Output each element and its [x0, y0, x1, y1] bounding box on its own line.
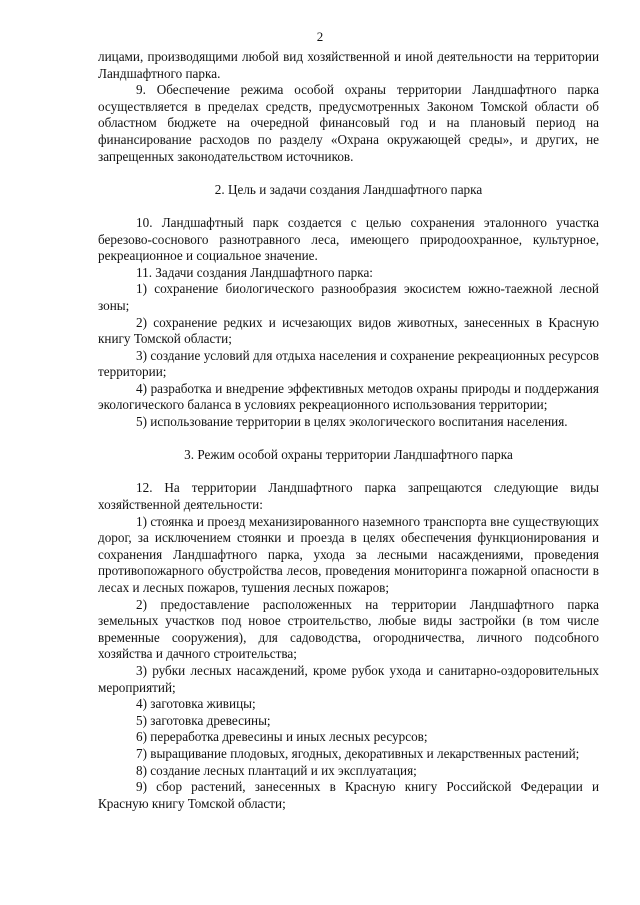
prohibition-item-7: 7) выращивание плодовых, ягодных, декоративных и лекарственных растений;: [136, 745, 580, 761]
prohibition-item-3: 3) рубки лесных насаждений, кроме рубок ухода и санитарно-оздоровительных мероприятий;: [98, 662, 599, 695]
prohibition-item-5: 5) заготовка древесины;: [136, 712, 271, 728]
prohibition-item-6: 6) переработка древесины и иных лесных ресурсов;: [136, 729, 428, 745]
task-item-1: 1) сохранение биологического разнообразия экосистем южно-таежной лесной зоны;: [98, 281, 599, 313]
prohibition-item-1: 1) стоянка и проезд механизированного наземного транспорта вне существующих дорог, за исключением стоянки и проезда в целях обеспечения функционирования и сохранения Ландшафтного парка, ухода за лесными насаждениями, проведения противопожарного обустройства лесов, проведения мониторинга пожарной опасности в лесах и лесных пожаров, тушения лесных пожаров;: [98, 513, 599, 595]
task-item-4: 4) разработка и внедрение эффективных методов охраны природы и поддержания экологического баланса в условиях рекреационного использования территории;: [98, 380, 599, 413]
paragraph-12: 12. На территории Ландшафтного парка запрещаются следующие виды хозяйственной деятельности:: [98, 480, 599, 513]
prohibition-item-9: 9) сбор растений, занесенных в Красную книгу Российской Федерации и Красную книгу Томской области;: [98, 779, 599, 811]
paragraph-continuation: лицами, производящими любой вид хозяйственной и иной деятельности на территории Ландшафтного парка.: [98, 49, 599, 81]
spacer: [98, 165, 599, 182]
spacer: [98, 464, 599, 481]
document-body: [98, 49, 599, 812]
paragraph-10: 10. Ландшафтный парк создается с целью сохранения эталонного участка березово-соснового разнотравного леса, имеющего природоохранное, культурное, рекреационное и социальное значение.: [98, 214, 599, 264]
spacer: [98, 431, 599, 448]
prohibition-item-4: 4) заготовка живицы;: [136, 696, 256, 712]
task-item-5: 5) использование территории в целях экологического воспитания населения.: [136, 414, 568, 430]
spacer: [98, 198, 599, 215]
prohibition-item-2: 2) предоставление расположенных на территории Ландшафтного парка земельных участков под новое строительство, любые виды застройки (в том числе временные сооружения), для садоводства, огородничества, личного подсобного хозяйства и дачного строительства;: [98, 596, 599, 662]
page-number: 2: [316, 29, 324, 44]
paragraph-9: 9. Обеспечение режима особой охраны территории Ландшафтного парка осуществляется в пределах средств, предусмотренных Законом Томской области об областном бюджете на очередной финансовый год и на плановый период на финансирование расходов по разделу «Охрана окружающей среды», и других, не запрещенных законодательством источников.: [98, 82, 599, 164]
section-heading-2: 2. Цель и задачи создания Ландшафтного парка: [214, 181, 483, 197]
task-item-2: 2) сохранение редких и исчезающих видов животных, занесенных в Красную книгу Томской области;: [98, 314, 599, 347]
task-item-3: 3) создание условий для отдыха населения и сохранение рекреационных ресурсов территории;: [98, 347, 599, 380]
paragraph-11: 11. Задачи создания Ландшафтного парка:: [136, 264, 373, 280]
section-heading-3: 3. Режим особой охраны территории Ландшафтного парка: [184, 447, 513, 463]
prohibition-item-8: 8) создание лесных плантаций и их эксплуатация;: [136, 762, 417, 778]
